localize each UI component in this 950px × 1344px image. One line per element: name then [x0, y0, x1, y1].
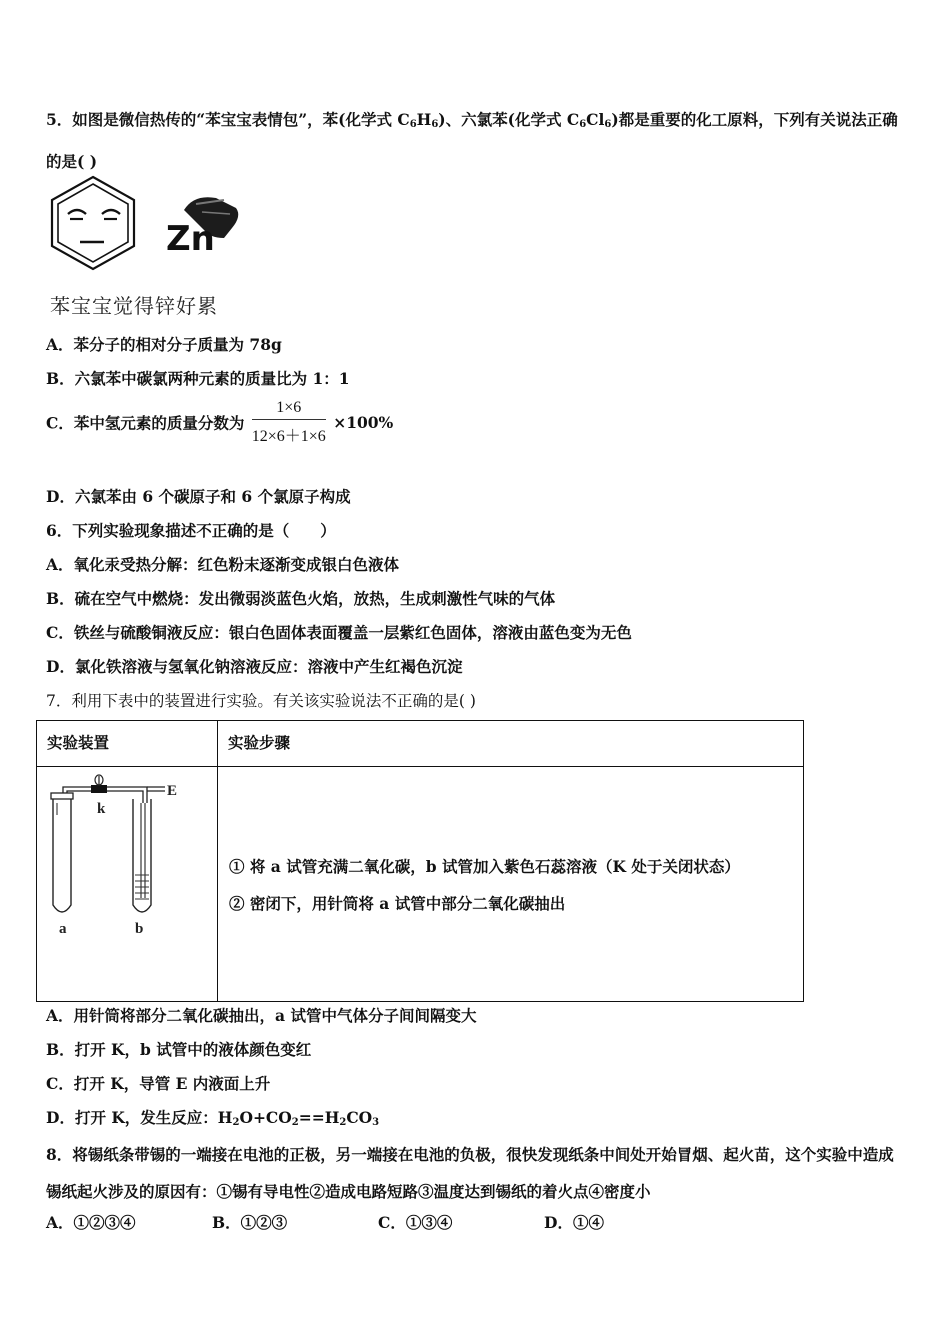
q8-options: [46, 1211, 604, 1233]
test-tube-a: [53, 799, 71, 912]
q7-option-c: C．打开 K，导管 E 内液面上升: [46, 1074, 271, 1093]
q8-option-c: C．①③④: [378, 1213, 453, 1232]
fraction: $\frac{1\times 6}{12\times 6+1\times 6}$: [251, 399, 326, 445]
question-7-stem: 7．利用下表中的装置进行实验。有关该实验说法不正确的是( ): [46, 692, 476, 710]
q5-option-c: C．苯中氢元素的质量分数为 $\frac{1\times 6}{12\times 6+1\times 6}$ ×100%: [46, 399, 394, 445]
valve-k: [91, 785, 107, 793]
face-left-eye: [68, 210, 86, 214]
q6-option-c: C．铁丝与硫酸铜液反应：银白色固体表面覆盖一层紫红色固体，溶液由蓝色变为无色: [46, 623, 632, 642]
step-1: ① 将 a 试管充满二氧化碳，b 试管加入紫色石蕊溶液（K 处于关闭状态）: [229, 857, 740, 876]
header-apparatus: 实验装置: [37, 721, 218, 767]
q8-option-d: D．①④: [544, 1213, 604, 1232]
q5-option-b: B．六氯苯中碳氯两种元素的质量比为 1：1: [46, 369, 350, 388]
zn-label: Zn: [166, 219, 215, 259]
q7-option-d: D．打开 K，发生反应：$H_2O+CO_2==H_2CO_3$: [46, 1108, 380, 1128]
label-e: E: [167, 783, 178, 799]
benzene-ring: [52, 177, 134, 269]
q7-option-a: A．用针筒将部分二氧化碳抽出，a 试管中气体分子间间隔变大: [46, 1006, 477, 1025]
question-8-stem: 8．将锡纸条带锡的一端接在电池的正极，另一端接在电池的负极，很快发现纸条中间处开始冒烟、起火苗，这个实验中造成锡纸起火涉及的原因有：①锡有导电性②造成电路短路③温度达到锡纸的着火点④密度小: [46, 1145, 894, 1201]
q7-option-b: B．打开 K，b 试管中的液体颜色变红: [46, 1040, 312, 1059]
steps-cell: [218, 767, 804, 1002]
q6-option-b: B．硫在空气中燃烧：发出微弱淡蓝色火焰，放热，生成刺激性气味的气体: [46, 589, 556, 608]
step-2: ② 密闭下，用针筒将 a 试管中部分二氧化碳抽出: [229, 894, 566, 913]
label-a: a: [59, 921, 67, 937]
label-k: k: [97, 801, 106, 817]
q8-option-b: B．①②③: [212, 1213, 288, 1232]
label-b: b: [135, 921, 144, 937]
q6-option-d: D．氯化铁溶液与氢氧化钠溶液反应：溶液中产生红褐色沉淀: [46, 657, 463, 676]
zinc-figure: [166, 197, 238, 259]
question-6-stem: 6．下列实验现象描述不正确的是（ ）: [46, 521, 336, 540]
test-tube-b: [133, 799, 151, 912]
apparatus-diagram: [37, 773, 217, 943]
header-steps: 实验步骤: [218, 721, 804, 767]
q5-option-d: D．六氯苯由 6 个碳原子和 6 个氯原子构成: [46, 487, 351, 506]
meme-caption: 苯宝宝觉得锌好累: [50, 294, 218, 318]
experiment-table: [36, 720, 804, 1002]
benzene-meme-image: [46, 172, 256, 282]
q6-option-a: A．氧化汞受热分解：红色粉末逐渐变成银白色液体: [46, 555, 400, 574]
q5-option-a: A．苯分子的相对分子质量为 78g: [46, 335, 282, 354]
q8-option-a: A．①②③④: [46, 1213, 136, 1232]
apparatus-cell: [37, 767, 218, 1002]
question-5-stem: 5．如图是微信热传的“苯宝宝表情包”，苯(化学式 $C_6H_6$)、六氯苯(化学式 $C_6Cl_6$)都是重要的化工原料，下列有关说法正确的是( ): [46, 110, 898, 171]
face-right-eye: [102, 210, 120, 214]
